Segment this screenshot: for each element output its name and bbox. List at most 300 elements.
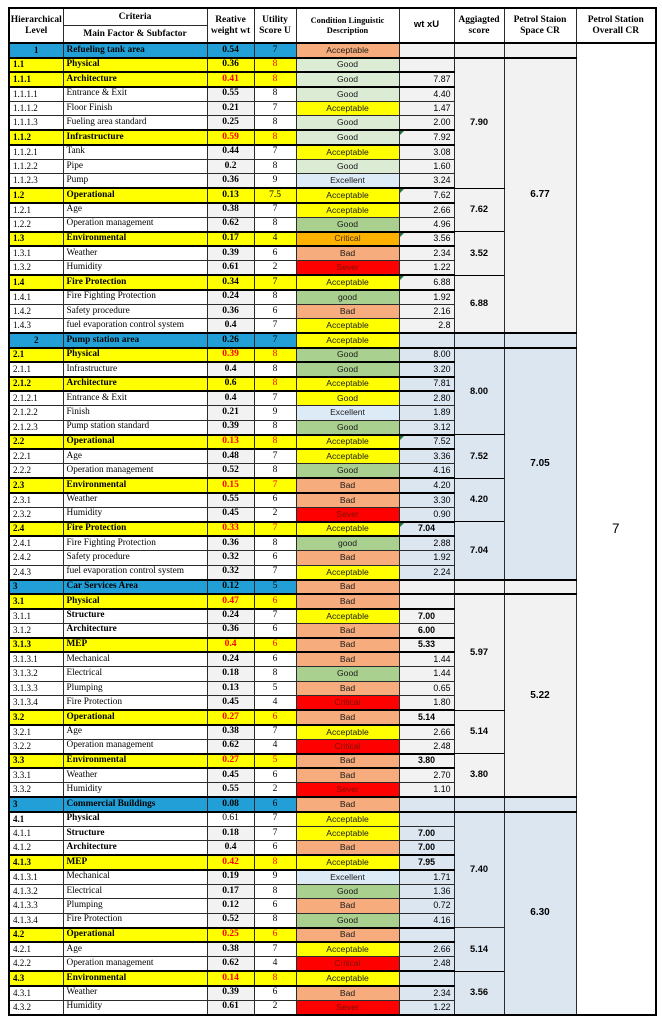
- condition-cell: Good: [296, 159, 399, 174]
- wt-x-u-cell: 5.33: [399, 638, 454, 653]
- condition-cell: Acceptable: [296, 333, 399, 348]
- utility-score-cell: 6: [254, 841, 296, 856]
- hier-level-cell: 2.2: [9, 435, 63, 450]
- relative-weight-cell: 0.4: [207, 362, 254, 377]
- relative-weight-cell: 0.42: [207, 855, 254, 870]
- utility-score-cell: 8: [254, 290, 296, 305]
- hier-level-cell: 1.1.2.2: [9, 159, 63, 174]
- hier-level-cell: 4.2.2: [9, 957, 63, 972]
- utility-score-cell: 9: [254, 870, 296, 885]
- relative-weight-cell: 0.24: [207, 290, 254, 305]
- wt-x-u-cell: 2.48: [399, 739, 454, 754]
- condition-cell: Bad: [296, 681, 399, 696]
- hier-level-cell: 1.4.2: [9, 304, 63, 319]
- wt-x-u-cell: 3.80: [399, 754, 454, 769]
- factor-name-cell: Safety procedure: [63, 304, 207, 319]
- utility-score-cell: 7: [254, 145, 296, 160]
- factor-name-cell: Architecture: [63, 377, 207, 392]
- utility-score-cell: 6: [254, 246, 296, 261]
- table-row: [9, 797, 656, 812]
- hier-level-cell: 1.2.2: [9, 217, 63, 232]
- hier-level-cell: 4.1.2: [9, 841, 63, 856]
- utility-score-cell: 7: [254, 333, 296, 348]
- hier-level-cell: 1.1.1.2: [9, 101, 63, 116]
- condition-cell: Good: [296, 391, 399, 406]
- condition-cell: Good: [296, 217, 399, 232]
- relative-weight-cell: 0.36: [207, 304, 254, 319]
- condition-cell: Bad: [296, 986, 399, 1001]
- hier-level-cell: 3.1.3: [9, 638, 63, 653]
- utility-score-cell: 8: [254, 159, 296, 174]
- wt-x-u-cell: [399, 797, 454, 812]
- wt-x-u-cell: 1.89: [399, 406, 454, 421]
- space-cr-cell: 6.30: [504, 812, 576, 1015]
- factor-name-cell: fuel evaporation control system: [63, 565, 207, 580]
- condition-cell: Bad: [296, 797, 399, 812]
- relative-weight-cell: 0.39: [207, 420, 254, 435]
- hier-level-cell: 1.1.2.1: [9, 145, 63, 160]
- wt-x-u-cell: 4.16: [399, 913, 454, 928]
- relative-weight-cell: 0.25: [207, 928, 254, 943]
- col-header-wt-x-u: wt xU: [399, 8, 454, 43]
- factor-name-cell: Fire Protection: [63, 522, 207, 537]
- factor-name-cell: Operational: [63, 188, 207, 203]
- hier-level-cell: 3.3: [9, 754, 63, 769]
- hier-level-cell: 4.3.1: [9, 986, 63, 1001]
- factor-name-cell: Weather: [63, 768, 207, 783]
- relative-weight-cell: 0.15: [207, 478, 254, 493]
- factor-name-cell: Finish: [63, 406, 207, 421]
- table-row: [9, 43, 656, 58]
- aggregated-cell: [454, 797, 504, 812]
- condition-cell: Good: [296, 348, 399, 363]
- condition-cell: Acceptable: [296, 101, 399, 116]
- relative-weight-cell: 0.44: [207, 145, 254, 160]
- relative-weight-cell: 0.55: [207, 783, 254, 798]
- utility-score-cell: 8: [254, 87, 296, 102]
- condition-cell: Acceptable: [296, 725, 399, 740]
- wt-x-u-cell: 7.00: [399, 826, 454, 841]
- condition-cell: Acceptable: [296, 942, 399, 957]
- wt-x-u-cell: 7.87: [399, 72, 454, 87]
- utility-score-cell: 8: [254, 536, 296, 551]
- utility-score-cell: 7: [254, 478, 296, 493]
- factor-name-cell: Electrical: [63, 884, 207, 899]
- utility-score-cell: 9: [254, 174, 296, 189]
- condition-cell: Bad: [296, 899, 399, 914]
- relative-weight-cell: 0.4: [207, 319, 254, 334]
- utility-score-cell: 4: [254, 696, 296, 711]
- condition-cell: Good: [296, 362, 399, 377]
- utility-score-cell: 8: [254, 884, 296, 899]
- relative-weight-cell: 0.36: [207, 623, 254, 638]
- hier-level-cell: 1.1.1: [9, 72, 63, 87]
- hier-level-cell: 1.1.1.3: [9, 116, 63, 131]
- wt-x-u-cell: 7.92: [399, 130, 454, 145]
- wt-x-u-cell: 1.10: [399, 783, 454, 798]
- hier-level-cell: 3.2.2: [9, 739, 63, 754]
- relative-weight-cell: 0.39: [207, 246, 254, 261]
- hier-level-cell: 3.3.2: [9, 783, 63, 798]
- factor-name-cell: Architecture: [63, 623, 207, 638]
- space-cr-cell: 5.22: [504, 594, 576, 797]
- factor-name-cell: Environmental: [63, 971, 207, 986]
- relative-weight-cell: 0.47: [207, 594, 254, 609]
- factor-name-cell: Architecture: [63, 72, 207, 87]
- hier-level-cell: 3.1.3.1: [9, 652, 63, 667]
- factor-name-cell: Physical: [63, 812, 207, 827]
- utility-score-cell: 8: [254, 855, 296, 870]
- hier-level-cell: 2.1: [9, 348, 63, 363]
- hier-level-cell: 4.3.2: [9, 1000, 63, 1015]
- relative-weight-cell: 0.12: [207, 580, 254, 595]
- relative-weight-cell: 0.4: [207, 638, 254, 653]
- wt-x-u-cell: 2.34: [399, 986, 454, 1001]
- aggregated-cell: 3.80: [454, 754, 504, 798]
- wt-x-u-cell: 7.52: [399, 435, 454, 450]
- condition-cell: Good: [296, 72, 399, 87]
- hier-level-cell: 3.1.3.3: [9, 681, 63, 696]
- relative-weight-cell: 0.33: [207, 522, 254, 537]
- condition-cell: Sever: [296, 783, 399, 798]
- factor-name-cell: Plumping: [63, 899, 207, 914]
- utility-score-cell: 6: [254, 551, 296, 566]
- utility-score-cell: 8: [254, 435, 296, 450]
- wt-x-u-cell: 2.66: [399, 725, 454, 740]
- condition-cell: Bad: [296, 768, 399, 783]
- condition-cell: Good: [296, 464, 399, 479]
- relative-weight-cell: 0.36: [207, 536, 254, 551]
- factor-name-cell: Fire Protection: [63, 275, 207, 290]
- condition-cell: Good: [296, 667, 399, 682]
- condition-cell: Acceptable: [296, 275, 399, 290]
- wt-x-u-cell: 3.56: [399, 232, 454, 247]
- wt-x-u-cell: 2.88: [399, 536, 454, 551]
- wt-x-u-cell: [399, 43, 454, 58]
- factor-name-cell: Environmental: [63, 232, 207, 247]
- relative-weight-cell: 0.38: [207, 203, 254, 218]
- utility-score-cell: 6: [254, 797, 296, 812]
- relative-weight-cell: 0.41: [207, 72, 254, 87]
- table-row: [9, 594, 656, 609]
- table-row: [9, 812, 656, 827]
- utility-score-cell: 8: [254, 217, 296, 232]
- factor-name-cell: Operational: [63, 928, 207, 943]
- hier-level-cell: 1.2.1: [9, 203, 63, 218]
- wt-x-u-cell: 4.16: [399, 464, 454, 479]
- hier-level-cell: 3: [9, 797, 63, 812]
- utility-score-cell: 8: [254, 130, 296, 145]
- relative-weight-cell: 0.55: [207, 493, 254, 508]
- table-row: [9, 348, 656, 363]
- factor-name-cell: Fire Fighting Protection: [63, 536, 207, 551]
- wt-x-u-cell: [399, 58, 454, 73]
- utility-score-cell: 7: [254, 319, 296, 334]
- factor-name-cell: Fire Fighting Protection: [63, 290, 207, 305]
- utility-score-cell: 6: [254, 638, 296, 653]
- relative-weight-cell: 0.62: [207, 957, 254, 972]
- table-row: [9, 58, 656, 73]
- relative-weight-cell: 0.36: [207, 174, 254, 189]
- col-header-main-factor-subfactor: Main Factor & Subfactor: [83, 28, 187, 39]
- relative-weight-cell: 0.61: [207, 1000, 254, 1015]
- factor-name-cell: Physical: [63, 58, 207, 73]
- wt-x-u-cell: [399, 971, 454, 986]
- wt-x-u-cell: 2.24: [399, 565, 454, 580]
- factor-name-cell: Humidity: [63, 1000, 207, 1015]
- condition-cell: Acceptable: [296, 812, 399, 827]
- hier-level-cell: 3.2.1: [9, 725, 63, 740]
- col-header-aggregated-score: Aggiagted score: [454, 8, 504, 43]
- factor-name-cell: Fueling area standard: [63, 116, 207, 131]
- relative-weight-cell: 0.61: [207, 261, 254, 276]
- condition-cell: Bad: [296, 580, 399, 595]
- condition-cell: good: [296, 536, 399, 551]
- aggregated-cell: [454, 333, 504, 348]
- relative-weight-cell: 0.13: [207, 435, 254, 450]
- relative-weight-cell: 0.38: [207, 942, 254, 957]
- hier-level-cell: 2.1.2.2: [9, 406, 63, 421]
- hier-level-cell: 3.2: [9, 710, 63, 725]
- hier-level-cell: 1.1.1.1: [9, 87, 63, 102]
- col-header-condition-linguistic-description: Condition Linguistic Description: [296, 8, 399, 43]
- condition-cell: Critical: [296, 696, 399, 711]
- factor-name-cell: Age: [63, 725, 207, 740]
- utility-score-cell: 6: [254, 594, 296, 609]
- hier-level-cell: 2.4.1: [9, 536, 63, 551]
- factor-name-cell: Operation management: [63, 739, 207, 754]
- relative-weight-cell: 0.17: [207, 232, 254, 247]
- wt-x-u-cell: [399, 812, 454, 827]
- condition-cell: Acceptable: [296, 377, 399, 392]
- relative-weight-cell: 0.39: [207, 348, 254, 363]
- condition-cell: Sever: [296, 1000, 399, 1015]
- relative-weight-cell: 0.61: [207, 812, 254, 827]
- utility-score-cell: 7: [254, 43, 296, 58]
- wt-x-u-cell: 3.30: [399, 493, 454, 508]
- hier-level-cell: 4.1: [9, 812, 63, 827]
- relative-weight-cell: 0.48: [207, 449, 254, 464]
- condition-cell: Good: [296, 913, 399, 928]
- utility-score-cell: 8: [254, 116, 296, 131]
- hier-level-cell: 1.4.3: [9, 319, 63, 334]
- aggregated-cell: [454, 43, 504, 58]
- hier-level-cell: 3.1.3.4: [9, 696, 63, 711]
- table-row: [9, 333, 656, 348]
- aggregated-cell: 5.14: [454, 710, 504, 754]
- condition-cell: good: [296, 290, 399, 305]
- utility-score-cell: 2: [254, 783, 296, 798]
- table-body: [9, 43, 656, 1015]
- factor-name-cell: Environmental: [63, 754, 207, 769]
- factor-name-cell: Operation management: [63, 464, 207, 479]
- wt-x-u-cell: 6.00: [399, 623, 454, 638]
- utility-score-cell: 7: [254, 565, 296, 580]
- utility-score-cell: 7: [254, 203, 296, 218]
- wt-x-u-cell: 2.8: [399, 319, 454, 334]
- wt-x-u-cell: 1.22: [399, 261, 454, 276]
- wt-x-u-cell: 0.72: [399, 899, 454, 914]
- aggregated-cell: 7.62: [454, 188, 504, 232]
- utility-score-cell: 8: [254, 913, 296, 928]
- condition-cell: Acceptable: [296, 188, 399, 203]
- hier-level-cell: 2.2.2: [9, 464, 63, 479]
- wt-x-u-cell: 1.47: [399, 101, 454, 116]
- col-header-petrol-station-overall-cr: Petrol Station Overall CR: [576, 8, 656, 43]
- utility-score-cell: 6: [254, 986, 296, 1001]
- factor-name-cell: Tank: [63, 145, 207, 160]
- factor-name-cell: Entrance & Exit: [63, 391, 207, 406]
- hier-level-cell: 4.2.1: [9, 942, 63, 957]
- factor-name-cell: Floor Finish: [63, 101, 207, 116]
- hier-level-cell: 1.2: [9, 188, 63, 203]
- aggregated-cell: 5.97: [454, 594, 504, 710]
- wt-x-u-cell: 7.00: [399, 841, 454, 856]
- wt-x-u-cell: 7.81: [399, 377, 454, 392]
- space-cr-cell: [504, 580, 576, 595]
- condition-cell: Bad: [296, 841, 399, 856]
- factor-name-cell: Mechanical: [63, 652, 207, 667]
- hier-level-cell: 2.3.1: [9, 493, 63, 508]
- condition-cell: Acceptable: [296, 565, 399, 580]
- col-header-relative-weight: Reative weight wt: [207, 8, 254, 43]
- space-cr-cell: [504, 797, 576, 812]
- factor-name-cell: Structure: [63, 826, 207, 841]
- hier-level-cell: 2.4: [9, 522, 63, 537]
- condition-cell: Acceptable: [296, 435, 399, 450]
- condition-cell: Bad: [296, 594, 399, 609]
- utility-score-cell: 8: [254, 464, 296, 479]
- hier-level-cell: 4.2: [9, 928, 63, 943]
- factor-name-cell: Entrance & Exit: [63, 87, 207, 102]
- condition-cell: Bad: [296, 754, 399, 769]
- col-header-hierarchical-level: Hierarchical Level: [9, 8, 63, 43]
- hier-level-cell: 4.1.1: [9, 826, 63, 841]
- utility-score-cell: 8: [254, 377, 296, 392]
- factor-name-cell: Age: [63, 942, 207, 957]
- aggregated-cell: 5.14: [454, 928, 504, 972]
- wt-x-u-cell: 1.44: [399, 667, 454, 682]
- relative-weight-cell: 0.32: [207, 551, 254, 566]
- aggregated-cell: 4.20: [454, 478, 504, 522]
- wt-x-u-cell: 8.00: [399, 348, 454, 363]
- aggregated-cell: [454, 580, 504, 595]
- hier-level-cell: 2.1.1: [9, 362, 63, 377]
- aggregated-cell: 3.56: [454, 971, 504, 1015]
- relative-weight-cell: 0.36: [207, 58, 254, 73]
- relative-weight-cell: 0.45: [207, 696, 254, 711]
- utility-score-cell: 7: [254, 449, 296, 464]
- condition-cell: Excellent: [296, 174, 399, 189]
- factor-name-cell: Commercial Buildings: [63, 797, 207, 812]
- condition-cell: Sever: [296, 261, 399, 276]
- utility-score-cell: 7: [254, 609, 296, 624]
- utility-score-cell: 4: [254, 232, 296, 247]
- space-cr-cell: 7.05: [504, 348, 576, 580]
- utility-score-cell: 6: [254, 493, 296, 508]
- condition-cell: Good: [296, 420, 399, 435]
- col-header-petrol-station-space-cr: Petrol Staion Space CR: [504, 8, 576, 43]
- condition-cell: Bad: [296, 623, 399, 638]
- col-header-criteria-title: Criteria: [64, 9, 207, 26]
- utility-score-cell: 5: [254, 681, 296, 696]
- hier-level-cell: 2.3.2: [9, 507, 63, 522]
- hier-level-cell: 4.1.3.1: [9, 870, 63, 885]
- relative-weight-cell: 0.21: [207, 101, 254, 116]
- hier-level-cell: 1.3: [9, 232, 63, 247]
- utility-score-cell: 7: [254, 812, 296, 827]
- wt-x-u-cell: 2.16: [399, 304, 454, 319]
- wt-x-u-cell: 1.60: [399, 159, 454, 174]
- condition-cell: Acceptable: [296, 449, 399, 464]
- wt-x-u-cell: 7.04: [399, 522, 454, 537]
- condition-cell: Critical: [296, 957, 399, 972]
- wt-x-u-cell: 3.24: [399, 174, 454, 189]
- condition-cell: Acceptable: [296, 43, 399, 58]
- condition-cell: Acceptable: [296, 826, 399, 841]
- aggregated-cell: 6.88: [454, 275, 504, 333]
- relative-weight-cell: 0.34: [207, 275, 254, 290]
- space-cr-cell: [504, 333, 576, 348]
- factor-name-cell: Fire Protection: [63, 696, 207, 711]
- wt-x-u-cell: 1.71: [399, 870, 454, 885]
- wt-x-u-cell: [399, 333, 454, 348]
- relative-weight-cell: 0.52: [207, 464, 254, 479]
- condition-cell: Bad: [296, 493, 399, 508]
- wt-x-u-cell: 4.40: [399, 87, 454, 102]
- utility-score-cell: 6: [254, 899, 296, 914]
- assessment-table: [8, 7, 657, 1016]
- utility-score-cell: 6: [254, 304, 296, 319]
- condition-cell: Sever: [296, 507, 399, 522]
- aggregated-cell: 7.90: [454, 58, 504, 189]
- condition-cell: Excellent: [296, 406, 399, 421]
- hier-level-cell: 4.1.3.2: [9, 884, 63, 899]
- relative-weight-cell: 0.32: [207, 565, 254, 580]
- condition-cell: Bad: [296, 478, 399, 493]
- utility-score-cell: 2: [254, 261, 296, 276]
- relative-weight-cell: 0.17: [207, 884, 254, 899]
- factor-name-cell: Fire Protection: [63, 913, 207, 928]
- factor-name-cell: Age: [63, 203, 207, 218]
- utility-score-cell: 7: [254, 101, 296, 116]
- col-header-utility-score: Utility Score U: [254, 8, 296, 43]
- factor-name-cell: Environmental: [63, 478, 207, 493]
- wt-x-u-cell: 6.88: [399, 275, 454, 290]
- aggregated-cell: 7.52: [454, 435, 504, 479]
- relative-weight-cell: 0.38: [207, 725, 254, 740]
- col-header-criteria: [63, 8, 207, 43]
- factor-name-cell: MEP: [63, 638, 207, 653]
- space-cr-cell: [504, 43, 576, 58]
- relative-weight-cell: 0.21: [207, 406, 254, 421]
- relative-weight-cell: 0.13: [207, 188, 254, 203]
- hier-level-cell: 2.4.2: [9, 551, 63, 566]
- relative-weight-cell: 0.62: [207, 217, 254, 232]
- wt-x-u-cell: 2.66: [399, 942, 454, 957]
- utility-score-cell: 6: [254, 652, 296, 667]
- condition-cell: Bad: [296, 638, 399, 653]
- condition-cell: Bad: [296, 928, 399, 943]
- condition-cell: Good: [296, 116, 399, 131]
- relative-weight-cell: 0.24: [207, 609, 254, 624]
- factor-name-cell: Operation management: [63, 217, 207, 232]
- utility-score-cell: 5: [254, 580, 296, 595]
- wt-x-u-cell: 7.95: [399, 855, 454, 870]
- wt-x-u-cell: 2.80: [399, 391, 454, 406]
- wt-x-u-cell: 4.96: [399, 217, 454, 232]
- wt-x-u-cell: 7.00: [399, 609, 454, 624]
